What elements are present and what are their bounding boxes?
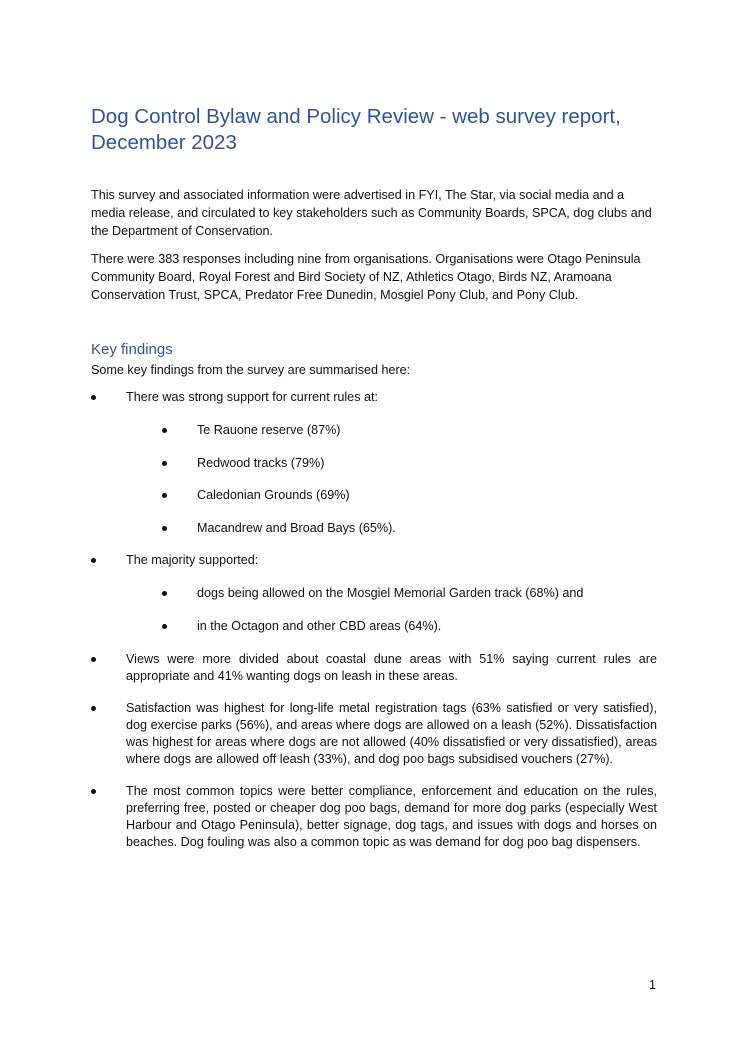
- bullet-icon: [91, 558, 96, 563]
- bullet-icon: [91, 706, 96, 711]
- key-findings-heading: Key findings: [91, 341, 173, 358]
- key-findings-intro: Some key findings from the survey are summarised here:: [91, 363, 411, 377]
- list-item: Te Rauone reserve (87%): [197, 423, 341, 437]
- report-title: Dog Control Bylaw and Policy Review - web survey report, December 2023: [91, 105, 621, 154]
- list-item: Macandrew and Broad Bays (65%).: [197, 521, 396, 535]
- bullet-icon: [162, 591, 167, 596]
- list-item: dogs being allowed on the Mosgiel Memorial Garden track (68%) and: [197, 586, 584, 600]
- bullet-common-topics: The most common topics were better compliance, enforcement and education on the rules, preferring free, posted or cheaper dog poo bags, demand for more dog parks (especially West Harbour and Otago Peninsula), better signage, dog tags, and issues with dogs and horses on beaches. Dog fouling was also a common topic as was demand for dog poo bag dispensers.: [126, 784, 657, 849]
- bullet-majority-supported: The majority supported:: [126, 553, 259, 567]
- bullet-icon: [162, 526, 167, 531]
- bullet-icon: [162, 624, 167, 629]
- bullet-support-current-rules: There was strong support for current rules at:: [126, 390, 378, 404]
- page-number: 1: [649, 978, 657, 992]
- bullet-icon: [162, 428, 167, 433]
- bullet-icon: [91, 657, 96, 662]
- list-item: Redwood tracks (79%): [197, 456, 325, 470]
- bullet-satisfaction: Satisfaction was highest for long-life metal registration tags (63% satisfied or very satisfied), dog exercise parks (56%), and areas where dogs are allowed on a leash (52%). Dissatisfaction was highest for areas where dogs are not allowed (40% dissatisfied or very dissatisfied), areas where dogs are allowed off leash (33%), and dog poo bags subsidised vouchers (27%).: [126, 701, 657, 766]
- intro-paragraph-advertising: This survey and associated information were advertised in FYI, The Star, via social media and a media release, and circulated to key stakeholders such as Community Boards, SPCA, dog clubs and the Department of Conservation.: [91, 188, 652, 239]
- bullet-coastal-dunes: Views were more divided about coastal dune areas with 51% saying current rules are appropriate and 41% wanting dogs on leash in these areas.: [126, 652, 657, 683]
- intro-paragraph-responses: There were 383 responses including nine from organisations. Organisations were Otago Peninsula Community Board, Royal Forest and Bird Society of NZ, Athletics Otago, Birds NZ, Aramoana Conservation Trust, SPCA, Predator Free Dunedin, Mosgiel Pony Club, and Pony Club.: [91, 252, 641, 303]
- bullet-icon: [162, 461, 167, 466]
- bullet-icon: [91, 789, 96, 794]
- list-item: in the Octagon and other CBD areas (64%).: [197, 619, 442, 633]
- list-item: Caledonian Grounds (69%): [197, 488, 350, 502]
- bullet-icon: [162, 493, 167, 498]
- bullet-icon: [91, 395, 96, 400]
